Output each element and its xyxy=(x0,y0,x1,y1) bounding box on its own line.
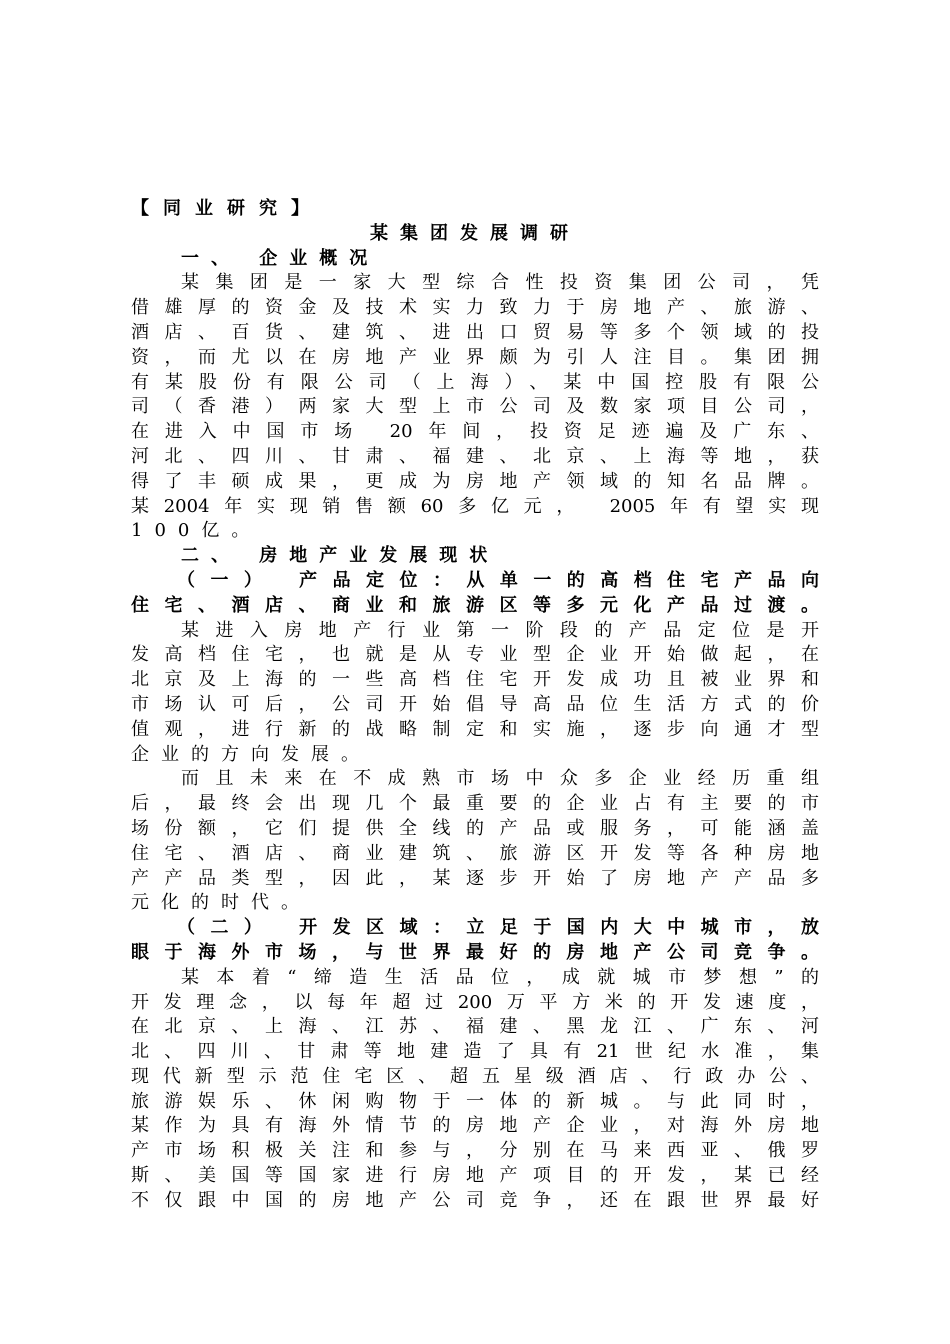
subsection-heading-line: 住宅、酒店、商业和旅游区等多元化产品过渡。 xyxy=(131,594,819,616)
subsection-development-region xyxy=(131,916,819,1214)
paragraph-line: 有某股份有限公司（上海）、某中国控股有限公 xyxy=(131,371,819,393)
section-heading-2: 二、 房地产业发展现状 xyxy=(181,545,500,567)
subsection-heading-line: （一） 产品定位：从单一的高档住宅产品向 xyxy=(177,569,819,591)
paragraph-overview xyxy=(131,271,819,544)
section-heading-1: 一、 企业概况 xyxy=(181,247,380,269)
paragraph-line: 某本着“缔造生活品位，成就城市梦想”的 xyxy=(181,966,819,988)
paragraph-line: 在北京、上海、江苏、福建、黑龙江、广东、河 xyxy=(131,1016,819,1038)
document-title: 某集团发展调研 xyxy=(370,222,580,244)
paragraph-line: 某作为具有海外情节的房地产企业，对海外房地 xyxy=(131,1115,819,1137)
paragraph-line: 市场认可后，公司开始倡导高品位生活方式的价 xyxy=(131,693,819,715)
paragraph-line: 司（香港）两家大型上市公司及数家项目公司， xyxy=(131,396,819,418)
paragraph-line: 现代新型示范住宅区、超五星级酒店、行政办公、 xyxy=(131,1065,819,1087)
section-tag: 【同业研究】 xyxy=(131,198,323,219)
paragraph-line: 资，而尤以在房地产业界颇为引人注目。集团拥 xyxy=(131,346,819,368)
paragraph-line: 值观，进行新的战略制定和实施，逐步向通才型 xyxy=(131,718,819,740)
paragraph-line: 某集团是一家大型综合性投资集团公司，凭 xyxy=(181,272,819,294)
paragraph-product-2 xyxy=(131,767,819,916)
paragraph-line: 元化的时代。 xyxy=(131,892,311,914)
subsection-heading-line: （二） 开发区域：立足于国内大中城市，放 xyxy=(177,917,819,939)
paragraph-line: 场份额，它们提供全线的产品或服务，可能涵盖 xyxy=(131,817,819,839)
paragraph-line: 斯、美国等国家进行房地产项目的开发，某已经 xyxy=(131,1165,819,1187)
paragraph-line: 开发理念，以每年超过200万平方米的开发速度， xyxy=(131,991,819,1013)
paragraph-line: 后，最终会出现几个最重要的企业占有主要的市 xyxy=(131,793,819,815)
paragraph-line: 旅游娱乐、休闲购物于一体的新城。与此同时， xyxy=(131,1090,819,1112)
paragraph-line: 产产品类型，因此，某逐步开始了房地产产品多 xyxy=(131,867,819,889)
paragraph-line: 产市场积极关注和参与，分别在马来西亚、俄罗 xyxy=(131,1140,819,1162)
subsection-heading-line: 眼于海外市场，与世界最好的房地产公司竞争。 xyxy=(131,941,819,963)
paragraph-line: 北、四川、甘肃等地建造了具有21世纪水准，集 xyxy=(131,1041,819,1063)
paragraph-line: 得了丰硕成果，更成为房地产领域的知名品牌。 xyxy=(131,470,819,492)
paragraph-line: 发高档住宅，也就是从专业型企业开始做起，在 xyxy=(131,644,819,666)
paragraph-line: 某进入房地产行业第一阶段的产品定位是开 xyxy=(181,619,819,641)
paragraph-line: 河北、四川、甘肃、福建、北京、上海等地，获 xyxy=(131,445,819,467)
paragraph-line: 100亿。 xyxy=(131,520,262,542)
paragraph-region-1 xyxy=(131,966,819,1214)
paragraph-line: 酒店、百货、建筑、进出口贸易等多个领域的投 xyxy=(131,321,819,343)
paragraph-line: 北京及上海的一些高档住宅开发成功且被业界和 xyxy=(131,669,819,691)
paragraph-line: 而且未来在不成熟市场中众多企业经历重组 xyxy=(181,768,819,790)
paragraph-product-1 xyxy=(131,619,819,768)
document-page xyxy=(131,197,819,1214)
paragraph-line: 不仅跟中国的房地产公司竞争，还在跟世界最好 xyxy=(131,1189,819,1211)
paragraph-line: 借雄厚的资金及技术实力致力于房地产、旅游、 xyxy=(131,297,819,319)
paragraph-line: 企业的方向发展。 xyxy=(131,743,371,765)
paragraph-line: 在进入中国市场 20年间，投资足迹遍及广东、 xyxy=(131,421,819,443)
paragraph-line: 某2004年实现销售额60多亿元， 2005年有望实现 xyxy=(131,495,819,517)
paragraph-line: 住宅、酒店、商业建筑、旅游区开发等各种房地 xyxy=(131,842,819,864)
subsection-product-positioning xyxy=(131,569,819,916)
